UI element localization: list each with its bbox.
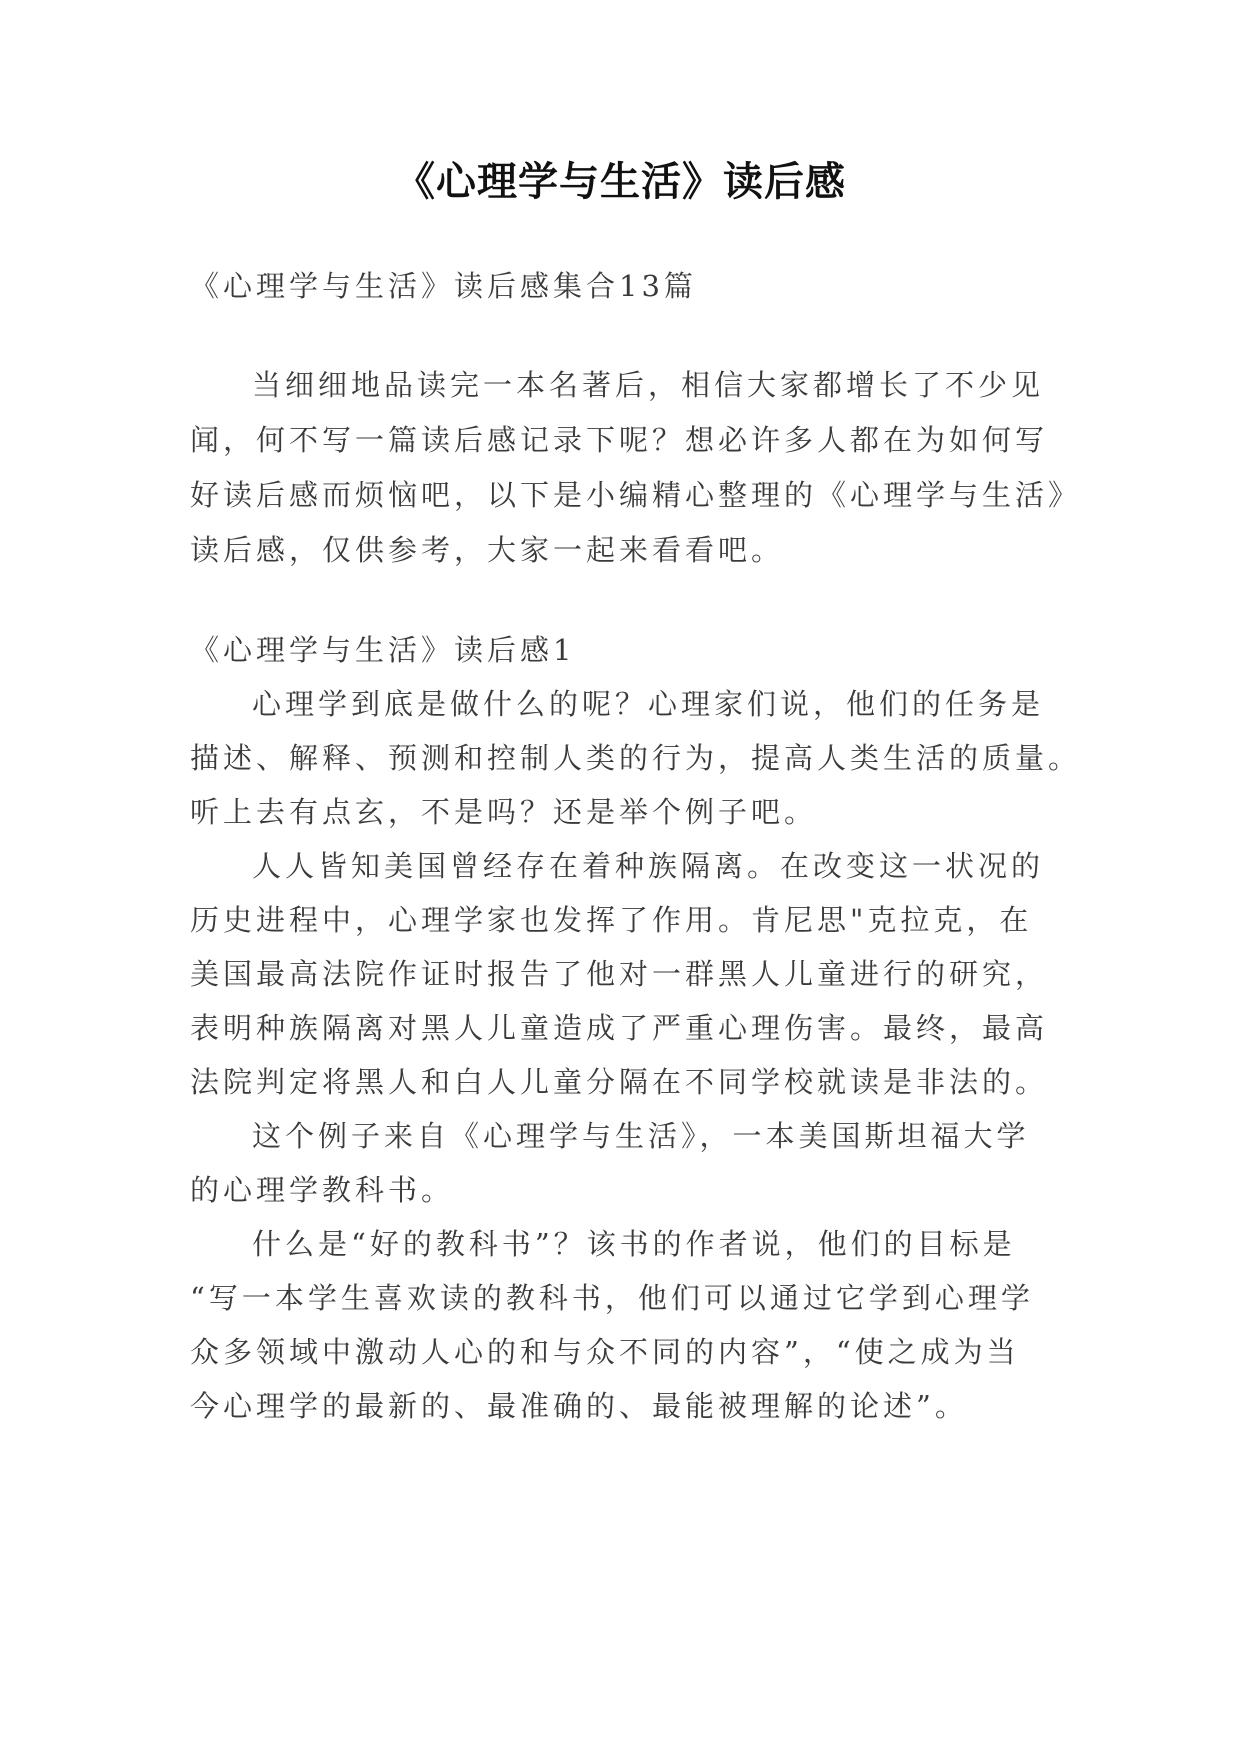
body-line: 法院判定将黑人和白人儿童分隔在不同学校就读是非法的。: [190, 1065, 1049, 1099]
body-line: 的心理学教科书。: [190, 1173, 455, 1207]
body-line: 美国最高法院作证时报告了他对一群黑人儿童进行的研究，: [190, 957, 1049, 991]
body-line: 今心理学的最新的、最准确的、最能被理解的论述”。: [190, 1389, 968, 1423]
intro-line: 当细细地品读完一本名著后，相信大家都增长了不少见: [252, 368, 1045, 402]
body-line: 表明种族隔离对黑人儿童造成了严重心理伤害。最终，最高: [190, 1011, 1049, 1045]
body-line: 什么是“好的教科书”？该书的作者说，他们的目标是: [252, 1227, 1016, 1261]
body-line: 听上去有点玄，不是吗？还是举个例子吧。: [190, 795, 818, 829]
body-line: “写一本学生喜欢读的教科书，他们可以通过它学到心理学: [190, 1281, 1034, 1315]
body-line: 人人皆知美国曾经存在着种族隔离。在改变这一状况的: [252, 849, 1045, 883]
body-line: 历史进程中，心理学家也发挥了作用。肯尼思"克拉克，在: [190, 903, 1033, 937]
body-line: 心理学到底是做什么的呢？心理家们说，他们的任务是: [252, 687, 1045, 721]
body-line: 描述、解释、预测和控制人类的行为，提高人类生活的质量。: [190, 741, 1082, 775]
body-line: 这个例子来自《心理学与生活》，一本美国斯坦福大学: [252, 1119, 1030, 1153]
intro-line: 读后感，仅供参考，大家一起来看看吧。: [190, 533, 785, 567]
body-line: 众多领域中激动人心的和与众不同的内容”，“使之成为当: [190, 1335, 1020, 1369]
intro-line: 闻，何不写一篇读后感记录下呢？想必许多人都在为如何写: [190, 423, 1049, 457]
document-subtitle: 《心理学与生活》读后感集合13篇: [190, 269, 697, 303]
intro-line: 好读后感而烦恼吧，以下是小编精心整理的《心理学与生活》: [190, 478, 1082, 512]
document-title: 《心理学与生活》读后感: [395, 159, 846, 205]
section-heading: 《心理学与生活》读后感1: [190, 633, 576, 667]
